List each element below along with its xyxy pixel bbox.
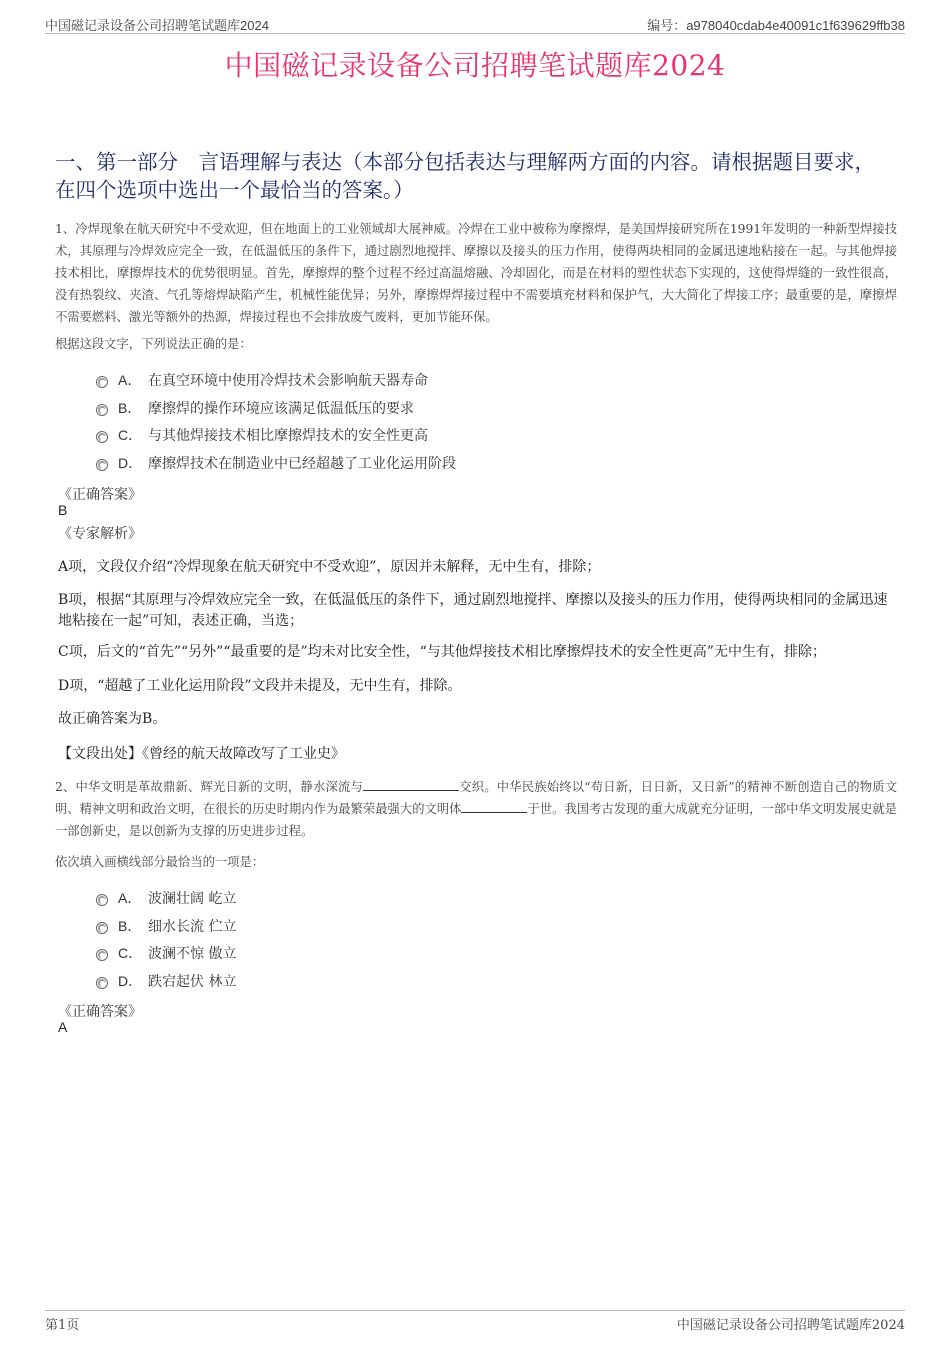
option-c[interactable] xyxy=(96,939,236,967)
radio-icon[interactable] xyxy=(96,459,108,471)
option-letter: A． xyxy=(118,889,142,906)
page-number: 第1页 xyxy=(45,1318,80,1333)
option-d[interactable] xyxy=(96,967,236,995)
option-text: 摩擦焊技术在制造业中已经超越了工业化运用阶段 xyxy=(148,455,456,472)
page-footer xyxy=(45,1310,905,1333)
analysis-line: A项，文段仅介绍“冷焊现象在航天研究中不受欢迎”，原因并未解释，无中生有，排除； xyxy=(58,559,601,575)
answer-label: 《正确答案》 xyxy=(58,1004,142,1020)
option-letter: D． xyxy=(118,454,143,471)
option-text: 在真空环境中使用冷焊技术会影响航天器寿命 xyxy=(148,372,428,389)
option-text: 波澜壮阔 屹立 xyxy=(148,890,237,907)
analysis-label: 《专家解析》 xyxy=(58,526,142,542)
option-letter: A． xyxy=(118,371,142,388)
analysis-line: D项，“超越了工业化运用阶段”文段并未提及，无中生有，排除。 xyxy=(58,678,462,694)
radio-icon[interactable] xyxy=(96,431,108,443)
page-title: 中国磁记录设备公司招聘笔试题库2024 xyxy=(224,49,726,82)
header-doc-id: 编号：a978040cdab4e40091c1f639629ffb38 xyxy=(647,18,905,33)
header-doc-title: 中国磁记录设备公司招聘笔试题库2024 xyxy=(45,18,269,33)
question-1-prompt: 根据这段文字，下列说法正确的是： xyxy=(55,337,252,351)
option-letter: C． xyxy=(118,427,143,444)
option-letter: B． xyxy=(118,399,142,416)
question-1-options xyxy=(96,366,456,477)
analysis-line: B项，根据“其原理与冷焊效应完全一致，在低温低压的条件下，通过剧烈地搅拌、摩擦以及接头的压力作用，使得两块相同的金属迅速地粘接在一起”可知，表述正确，当选； xyxy=(58,592,888,629)
page-header xyxy=(45,14,905,34)
question-2-options xyxy=(96,884,236,995)
answer-label: 《正确答案》 xyxy=(58,487,142,503)
radio-icon[interactable] xyxy=(96,894,108,906)
option-text: 细水长流 伫立 xyxy=(148,918,237,935)
radio-icon[interactable] xyxy=(96,404,108,416)
option-b[interactable] xyxy=(96,394,456,422)
option-text: 波澜不惊 傲立 xyxy=(148,946,237,963)
fill-blank-2 xyxy=(461,801,527,813)
option-text: 跌宕起伏 林立 xyxy=(148,973,237,990)
source-citation: 【文段出处】《曾经的航天故障改写了工业史》 xyxy=(58,746,345,762)
option-text: 与其他焊接技术相比摩擦焊技术的安全性更高 xyxy=(148,428,428,445)
question-2-text-b: 交织。中华民族始终以“苟日新，日日新，又日新”的精神不断创造自己的物质文明、精神文明和政治文明，在很长的历史时期内作为最繁荣最强大的文明体 xyxy=(55,780,898,816)
question-1-text: 1、冷焊现象在航天研究中不受欢迎，但在地面上的工业领域却大展神威。冷焊在工业中被称为摩擦焊，是美国焊接研究所在1991年发明的一种新型焊接技术，其原理与冷焊效应完全一致，在低温低压的条件下，通过剧烈地搅拌、摩擦以及接头的压力作用，使得两块相同的金属迅速地粘接在一起。与其他焊接技术相比，摩擦焊技术的优势很明显。首先，摩擦焊的整个过程不经过高温熔融、冷却固化，而是在材料的塑性状态下实现的，这使得焊缝的一致性很高，没有热裂纹、夹渣、气孔等熔焊缺陷产生，机械性能优异；另外，摩擦焊焊接过程中不需要填充材料和保护气，大大简化了焊接工序；最重要的是，摩擦焊不需要燃料、激光等额外的热源，焊接过程也不会排放废气废料，更加节能环保。 xyxy=(55,222,897,324)
option-letter: B． xyxy=(118,917,142,934)
radio-icon[interactable] xyxy=(96,922,108,934)
footer-doc-title: 中国磁记录设备公司招聘笔试题库2024 xyxy=(676,1318,905,1333)
analysis-line: C项，后文的“首先”“另外”“最重要的是”均未对比安全性，“与其他焊接技术相比摩擦焊技术的安全性更高”无中生有，排除； xyxy=(58,644,826,660)
fill-blank-1 xyxy=(363,779,459,791)
answer-value: A xyxy=(58,1019,68,1035)
radio-icon[interactable] xyxy=(96,949,108,961)
question-2-text-a: 2、中华文明是革故鼎新、辉光日新的文明，静水深流与 xyxy=(55,780,364,794)
option-d[interactable] xyxy=(96,449,456,477)
question-2-text xyxy=(55,776,897,842)
question-2-prompt: 依次填入画横线部分最恰当的一项是： xyxy=(55,855,265,869)
question-2-text-c: 于世。我国考古发现的重大成就充分证明，一部中华文明发展史就是一部创新史，是以创新为支撑的历史进步过程。 xyxy=(55,802,897,838)
option-letter: C． xyxy=(118,945,143,962)
analysis-conclusion: 故正确答案为B。 xyxy=(58,711,167,727)
option-a[interactable] xyxy=(96,366,456,394)
option-a[interactable] xyxy=(96,884,236,912)
option-letter: D． xyxy=(118,972,143,989)
answer-value: B xyxy=(58,502,68,518)
option-b[interactable] xyxy=(96,912,236,940)
radio-icon[interactable] xyxy=(96,376,108,388)
section-heading: 一、第一部分 言语理解与表达（本部分包括表达与理解两方面的内容。请根据题目要求，在四个选项中选出一个最恰当的答案。） xyxy=(55,150,875,202)
radio-icon[interactable] xyxy=(96,977,108,989)
option-c[interactable] xyxy=(96,421,456,449)
option-text: 摩擦焊的操作环境应该满足低温低压的要求 xyxy=(148,400,414,417)
